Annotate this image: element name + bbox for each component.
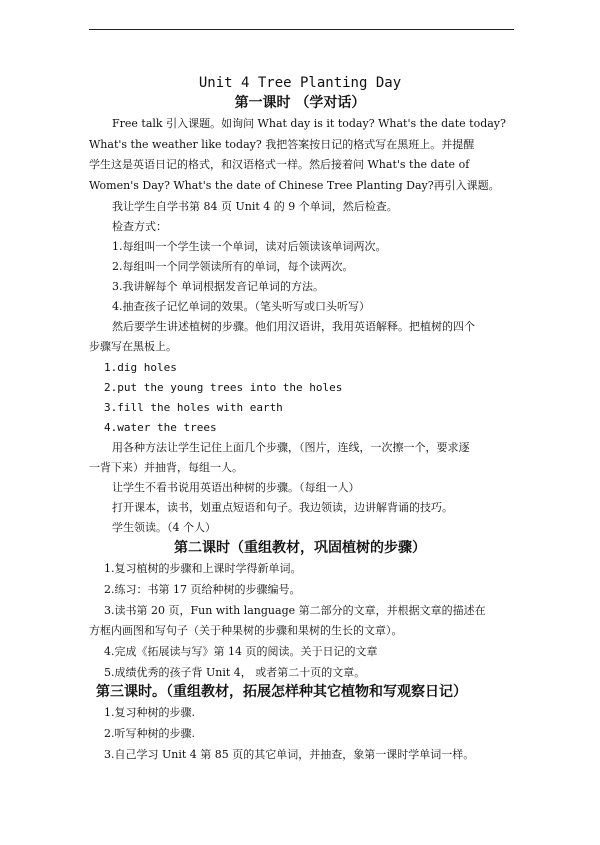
list-item: 4.完成《拓展读与写》第 14 页的阅读。关于日记的文章	[104, 645, 378, 658]
paragraph-line: 打开课本，读书，划重点短语和句子。我边领读，边讲解背诵的技巧。	[112, 501, 453, 514]
list-item: 1.复习种树的步骤.	[104, 706, 195, 719]
paragraph-line: What's the weather like today? 我把答案按日记的格式写在黑班上。并提醒	[89, 138, 475, 151]
paragraph-line: 用各种方法让学生记住上面几个步骤，（图片，连线，一次擦一个，要求逐	[112, 441, 470, 454]
list-item: 1.复习植树的步骤和上课时学得新单词。	[104, 562, 302, 575]
paragraph-line: Women's Day? What's the date of Chinese Tree Planting Day?再引入课题。	[89, 179, 500, 192]
paragraph-line: 学生这是英语日记的格式，和汉语格式一样。然后接着问 What's the date of	[89, 158, 470, 171]
list-item: 2.put the young trees into the holes	[104, 381, 343, 394]
list-item: 3.fill the holes with earth	[104, 401, 283, 414]
paragraph-line: 我让学生自学书第 84 页 Unit 4 的 9 个单词，然后检查。	[112, 200, 398, 213]
paragraph-line: Free talk 引入课题。如询问 What day is it today? What's the date today?	[112, 117, 506, 130]
paragraph-line: 让学生不看书说用英语出种树的步骤。（每组一人）	[112, 481, 360, 494]
lesson-2-heading: 第二课时（重组教材，巩固植树的步骤）	[174, 540, 426, 556]
paragraph-line: 学生领读。（4 个人）	[112, 521, 216, 534]
document-title: Unit 4 Tree Planting Day	[198, 75, 402, 91]
paragraph-line: 然后要学生讲述植树的步骤。他们用汉语讲，我用英语解释。把植树的四个	[112, 320, 475, 333]
paragraph-line: 检查方式：	[112, 220, 167, 233]
lesson-3-heading: 第三课时。（重组教材，拓展怎样种其它植物和写观察日记）	[96, 684, 467, 700]
list-item: 4.water the trees	[104, 421, 217, 434]
paragraph-line: 一背下来）并抽背，每组一人。	[89, 461, 243, 474]
lesson-1-heading: 第一课时 （学对话）	[234, 95, 366, 111]
list-item: 1.dig holes	[104, 361, 177, 374]
list-item: 3.我讲解每个 单词根据发音记单词的方法。	[112, 280, 324, 293]
list-item: 2.每组叫一个同学领读所有的单词，每个读两次。	[112, 260, 354, 273]
paragraph-line: 步骤写在黑板上。	[89, 340, 177, 353]
header-rule	[89, 29, 514, 30]
list-item: 3.读书第 20 页，Fun with language 第二部分的文章，并根据文章的描述在	[104, 604, 486, 617]
list-item: 2.练习：书第 17 页给种树的步骤编号。	[104, 583, 301, 596]
list-item: 方框内画图和写句子（关于种果树的步骤和果树的生长的文章）。	[89, 624, 403, 637]
list-item: 2.听写种树的步骤.	[104, 727, 195, 740]
list-item: 4.抽查孩子记忆单词的效果。（笔头听写或口头听写）	[112, 300, 370, 313]
list-item: 5.成绩优秀的孩子背 Unit 4， 或者第二十页的文章。	[104, 666, 366, 679]
list-item: 3.自己学习 Unit 4 第 85 页的其它单词，并抽查，象第一课时学单词一样。	[104, 748, 475, 761]
list-item: 1.每组叫一个学生读一个单词，读对后领读该单词两次。	[112, 240, 387, 253]
